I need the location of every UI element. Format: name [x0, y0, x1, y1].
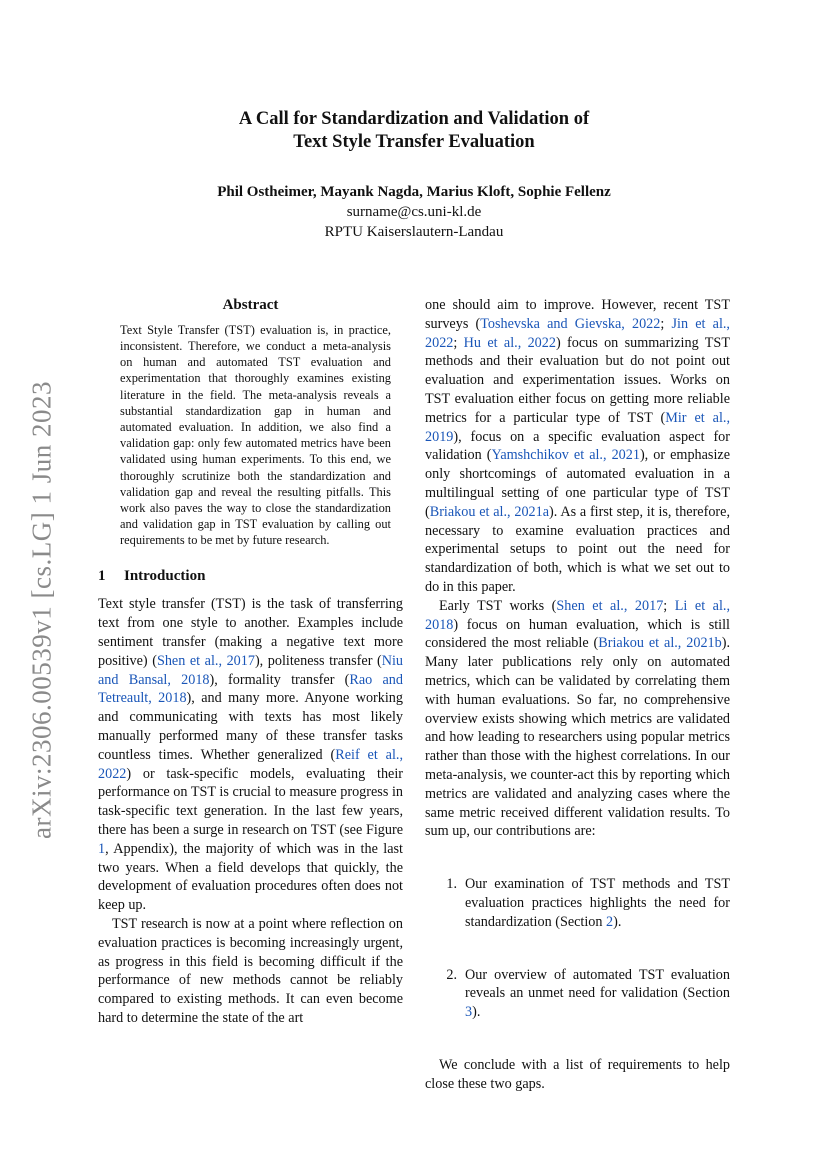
author-block: [120, 182, 708, 242]
text-run: ).: [472, 1004, 481, 1021]
intro-paragraph-1: [98, 595, 403, 915]
citation-link[interactable]: Jin et al., 2022: [425, 315, 730, 351]
citation-link[interactable]: Shen et al., 2017: [156, 652, 255, 669]
section-number: 1: [98, 567, 106, 584]
arxiv-identifier-stamp: [22, 375, 62, 845]
arxiv-stamp-text: arXiv:2306.00539v1 [cs.LG] 1 Jun 2023: [26, 381, 57, 839]
right-paragraph-2: [425, 597, 730, 841]
text-run: ), and many more. Anyone working and communicating with texts has most likely manually performed many of these transfer tasks countless times. Whether generalized (: [98, 690, 403, 763]
text-run: ), politeness transfer (: [254, 652, 382, 669]
text-run: ), or emphasize only shortcomings of automated evaluation in a multilingual setting of one particular type of TST (: [425, 447, 730, 520]
list-item-number: 1.: [446, 876, 457, 893]
text-run: ).: [613, 913, 622, 930]
citation-link[interactable]: Hu et al., 2022: [463, 334, 556, 351]
text-run: Text style transfer (TST) is the task of transferring text from one style to another. Examples include sentiment transfer (making a negative text more positive) (: [98, 596, 403, 669]
citation-link[interactable]: Mir et al., 2019: [425, 409, 730, 445]
closing-paragraph: We conclude with a list of requirements to help close these two gaps.: [425, 1056, 730, 1092]
citation-link[interactable]: Toshevska and Gievska, 2022: [480, 315, 661, 332]
text-run: ), formality transfer (: [209, 671, 350, 688]
figure-ref-link[interactable]: 1: [98, 840, 106, 857]
citation-link[interactable]: Li et al., 2018: [425, 597, 730, 633]
text-run: ), focus on a specific evaluation aspect for validation (: [425, 428, 730, 464]
text-run: Early TST works (: [439, 597, 557, 614]
text-run: ;: [663, 597, 675, 614]
abstract-heading: Abstract: [222, 297, 279, 313]
text-run: ). As a first step, it is, therefore, necessary to examine evaluation practices and experimental setups to point out the need for standardization of both, which is what we set out to do in this paper.: [425, 503, 730, 595]
paper-title: [150, 108, 678, 154]
section-title: Introduction: [124, 567, 206, 584]
title-line-2: Text Style Transfer Evaluation: [293, 132, 535, 152]
right-paragraph-1: [425, 296, 730, 597]
text-run: ). Many later publications rely only on automated metrics, which can be validated by correlating them with human evaluations. So far, no comprehensive overview exists showing which metrics are validated and how leading to researchers using popular metrics rather than those with the highest correlations. In our meta-analysis, we counter-act this by reporting which metrics are validated and analyzing cases where the same metric received different validation results. To sum up, our contributions are:: [425, 635, 731, 840]
text-run: ;: [453, 334, 464, 351]
section-ref-link[interactable]: 2: [606, 913, 614, 930]
list-item-text: [465, 966, 730, 1022]
text-run: ) focus on summarizing TST methods and their evaluation but do not point out evaluation and experimentation issues. Works on TST evaluation either focus on getting more reliable metrics for a particular type of TST (: [425, 334, 730, 426]
text-run: ) or task-specific models, evaluating their performance on TST is crucial to measure progress in task-specific text generation. In the last few years, there has been a surge in research on TST (see Figure: [98, 765, 403, 838]
citation-link[interactable]: Reif et al., 2022: [98, 746, 403, 782]
text-run: Our overview of automated TST evaluation reveals an unmet need for validation (Section: [465, 966, 730, 1002]
citation-link[interactable]: Briakou et al., 2021b: [598, 635, 722, 652]
list-item-number: 2.: [446, 966, 457, 983]
text-run: one should aim to improve. However, recent TST surveys (: [425, 297, 730, 332]
author-email: surname@cs.uni-kl.de: [346, 204, 482, 220]
section-heading-introduction: [98, 567, 403, 586]
intro-paragraph-2: TST research is now at a point where reflection on evaluation practices is becoming increasingly urgent, as progress in this field is becoming difficult if the performance of new methods cannot be reliably compared to existing methods. It can even become hard to determine the state of the art: [98, 915, 403, 1026]
title-line-1: A Call for Standardization and Validation of: [238, 109, 590, 129]
text-run: ) focus on human evaluation, which is still considered the most reliable (: [425, 616, 730, 652]
list-item: [425, 875, 730, 931]
text-run: ;: [660, 315, 672, 332]
author-affiliation: RPTU Kaiserslautern-Landau: [324, 224, 504, 240]
contributions-list: [425, 875, 730, 1022]
citation-link[interactable]: Rao and Tetreault, 2018: [98, 671, 403, 707]
citation-link[interactable]: Shen et al., 2017: [556, 597, 664, 614]
left-column: [98, 296, 403, 1028]
abstract-text: Text Style Transfer (TST) evaluation is, in practice, inconsistent. Therefore, we conduct a meta-analysis on human and automated TST evaluation and experimentation that thoroughly examines existing literature in the field. The meta-analysis reveals a substantial standardization gap in human and automated evaluation. In addition, we also find a validation gap: only few automated metrics have been validated using human experiments. To this end, we thoroughly scrutinize both the standardization and validation gap and reveal the resulting pitfalls. This work also paves the way to close the standardization and validation gap in TST evaluation by calling out requirements to be met by future research.: [120, 322, 391, 548]
citation-link[interactable]: Yamshchikov et al., 2021: [491, 447, 640, 464]
list-item-text: [465, 875, 730, 931]
list-item: [425, 966, 730, 1022]
section-ref-link[interactable]: 3: [465, 1004, 473, 1021]
citation-link[interactable]: Niu and Bansal, 2018: [98, 652, 403, 688]
right-column: [425, 296, 730, 1093]
text-run: Our examination of TST methods and TST evaluation practices highlights the need for standardization (Section: [465, 876, 730, 930]
text-run: , Appendix), the majority of which was in the last two years. When a field develops that quickly, the development of evaluation procedures often does not keep up.: [98, 840, 403, 914]
author-names: Phil Ostheimer, Mayank Nagda, Marius Kloft, Sophie Fellenz: [217, 184, 611, 200]
citation-link[interactable]: Briakou et al., 2021a: [429, 503, 550, 520]
